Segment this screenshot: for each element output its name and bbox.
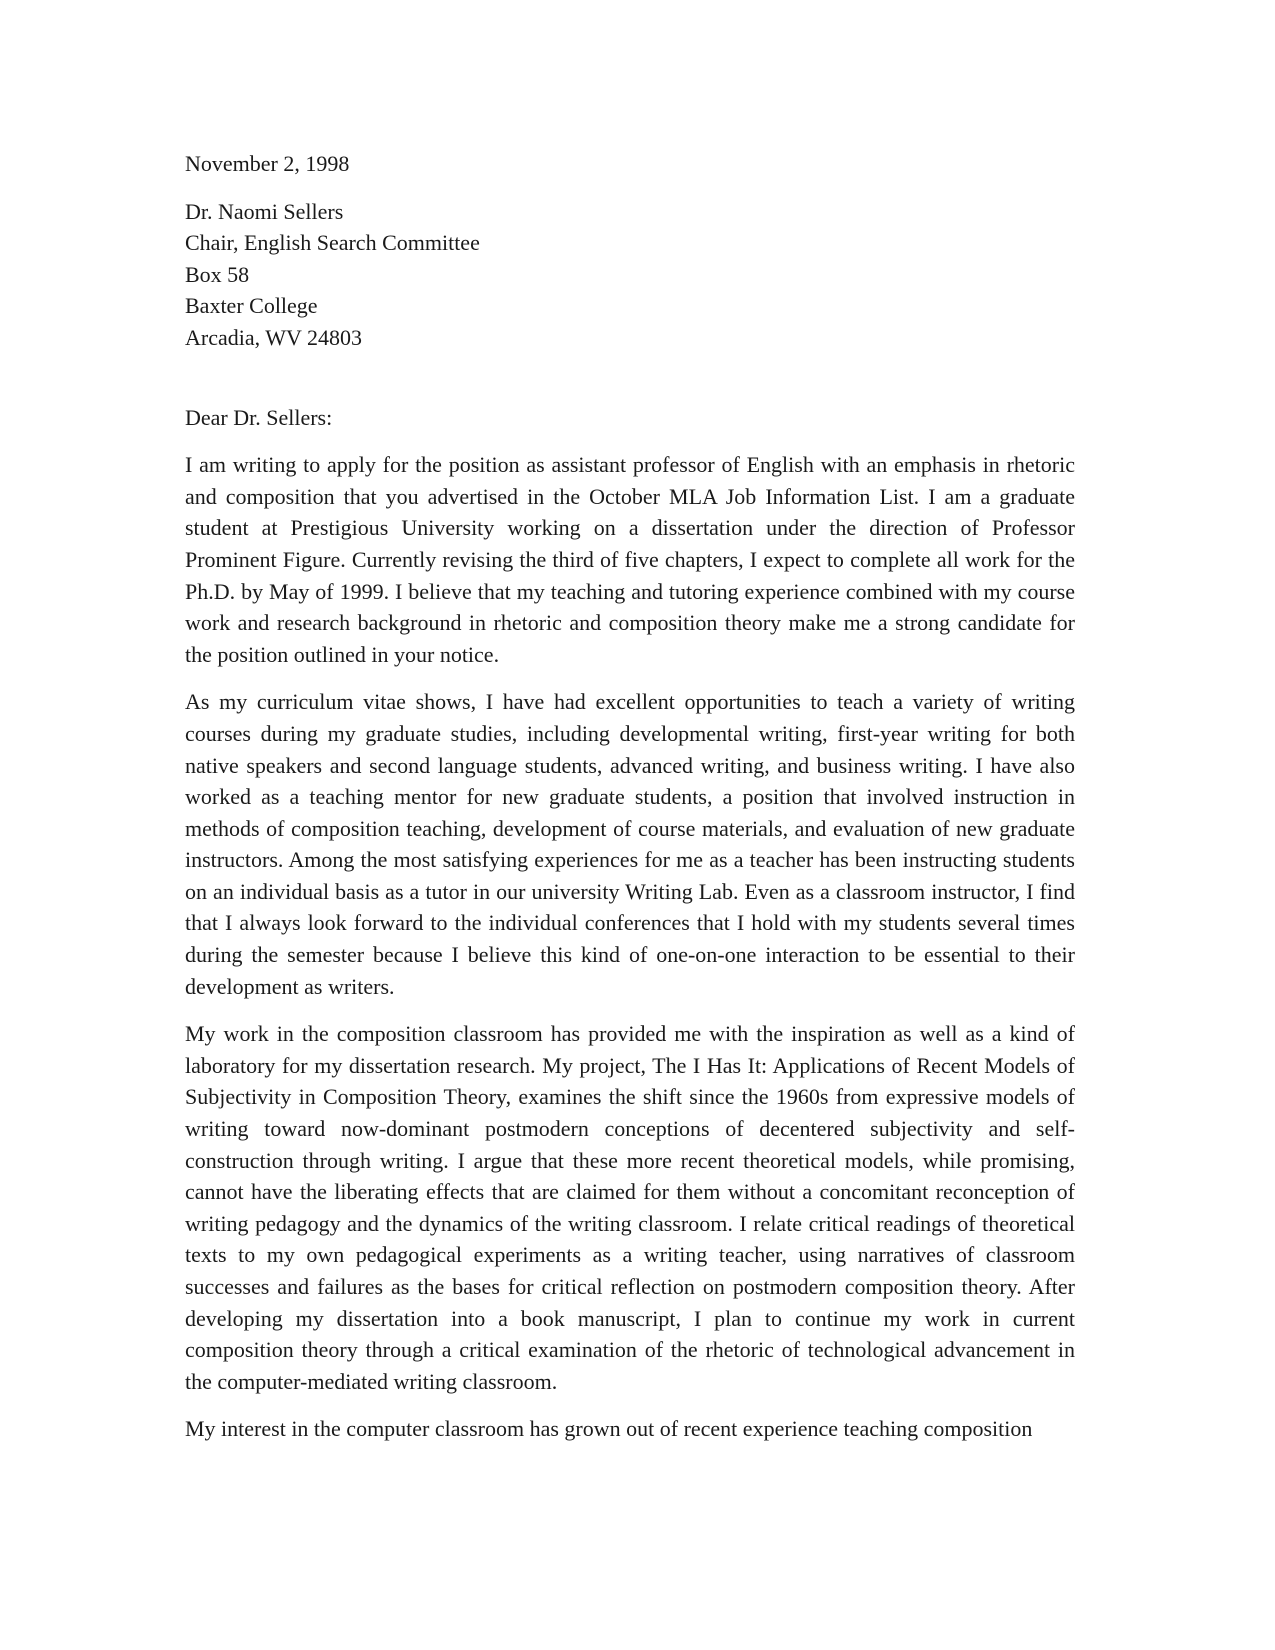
body-paragraph-2: As my curriculum vitae shows, I have had excellent opportunities to teach a variety of writing courses during my graduate studies, including developmental writing, first-year writing for both native speakers and second language students, advanced writing, and business writing. I have also worked as a teaching mentor for new graduate students, a position that involved instruction in methods of composition teaching, development of course materials, and evaluation of new graduate instructors. Among the most satisfying experiences for me as a teacher has been instructing students on an individual basis as a tutor in our university Writing Lab. Even as a classroom instructor, I find that I always look forward to the individual conferences that I hold with my students several times during the semester because I believe this kind of one-on-one interaction to be essential to their development as writers. xyxy=(185,689,1075,999)
recipient-box: Box 58 xyxy=(185,261,250,287)
cover-letter xyxy=(185,148,1075,1461)
body-paragraph-1: I am writing to apply for the position as assistant professor of English with an emphasis in rhetoric and composition that you advertised in the October MLA Job Information List. I am a graduate student at Prestigious University working on a dissertation under the direction of Professor Prominent Figure. Currently revising the third of five chapters, I expect to complete all work for the Ph.D. by May of 1999. I believe that my teaching and tutoring experience combined with my course work and research background in rhetoric and composition theory make me a strong candidate for the position outlined in your notice. xyxy=(185,452,1075,667)
letter-date: November 2, 1998 xyxy=(185,151,350,176)
recipient-institution: Baxter College xyxy=(185,293,318,319)
recipient-title: Chair, English Search Committee xyxy=(185,230,480,256)
body-paragraph-3: My work in the composition classroom has provided me with the inspiration as well as a kind of laboratory for my dissertation research. My project, The I Has It: Applications of Recent Models of Subjectivity in Composition Theory, examines the shift since the 1960s from expressive models of writing toward now-dominant postmodern conceptions of decentered subjectivity and self-construction through writing. I argue that these more recent theoretical models, while promising, cannot have the liberating effects that are claimed for them without a concomitant reconception of writing pedagogy and the dynamics of the writing classroom. I relate critical readings of theoretical texts to my own pedagogical experiments as a writing teacher, using narratives of classroom successes and failures as the bases for critical reflection on postmodern composition theory. After developing my dissertation into a book manuscript, I plan to continue my work in current composition theory through a critical examination of the rhetoric of technological advancement in the computer-mediated writing classroom. xyxy=(185,1021,1075,1394)
body-paragraph-4: My interest in the computer classroom has grown out of recent experience teaching composition xyxy=(185,1416,1033,1442)
recipient-city-state-zip: Arcadia, WV 24803 xyxy=(185,324,362,350)
recipient-address xyxy=(185,196,1075,354)
recipient-name: Dr. Naomi Sellers xyxy=(185,198,344,224)
salutation: Dear Dr. Sellers: xyxy=(185,404,333,430)
